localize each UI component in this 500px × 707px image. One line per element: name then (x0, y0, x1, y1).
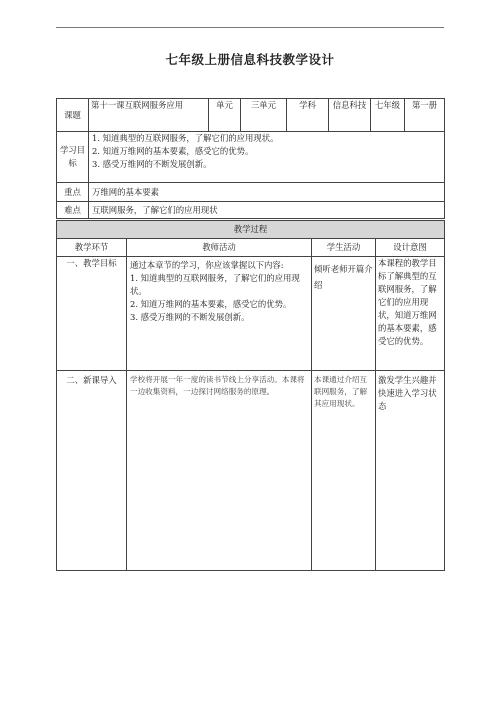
lesson-info-table (56, 98, 445, 219)
objective-item: 2. 知道万维网的基本要素，感受它的优势。 (92, 146, 254, 156)
column-header: 学生活动 (312, 239, 376, 257)
table-row (57, 371, 445, 571)
topic-label: 课题 (57, 99, 89, 132)
top-rule (56, 27, 444, 28)
unit-value: 三单元 (241, 99, 287, 132)
design-intent-cell: 本课程的教学目标了解典型的互联网服务，了解它们的应用现状，知道万维网的基本要素，感受它的优势。 (376, 257, 445, 371)
column-header: 设计意图 (376, 239, 445, 257)
stage-cell: 二、新课导入 (57, 371, 127, 571)
page-title: 七年级上册信息科技教学设计 (165, 52, 335, 67)
column-header: 教学环节 (57, 239, 127, 257)
student-activity-cell: 倾听老师开篇介绍 (312, 257, 376, 371)
difficulty-value: 互联网服务，了解它们的应用现状 (89, 202, 445, 219)
stage-cell: 一、教学目标 (57, 257, 127, 371)
teacher-line: 通过本章节的学习，你应该掌握以下内容: (130, 260, 284, 270)
grade-value: 七年级 (371, 99, 405, 132)
volume-value: 第一册 (405, 99, 445, 132)
subject-label: 学科 (287, 99, 329, 132)
table-row (57, 257, 445, 371)
key-point-value: 万维网的基本要素 (89, 183, 445, 202)
process-header: 教学过程 (57, 221, 445, 239)
objectives-list (89, 132, 445, 183)
difficulty-label: 难点 (57, 202, 89, 219)
teaching-process-table (56, 220, 445, 571)
teacher-line: 2. 知道万维网的基本要素，感受它的优势。 (130, 299, 292, 309)
teacher-line: 1. 知道典型的互联网服务，了解它们的应用现状。 (130, 273, 300, 296)
objective-item: 3. 感受万维网的不断发展创新。 (92, 159, 212, 169)
teacher-activity-cell: 学校将开展一年一度的读书节线上分享活动。本课将一边收集资料，一边探讨网络服务的原理。 (127, 371, 312, 571)
student-activity-cell: 本课通过介绍互联网服务，了解其应用现状。 (312, 371, 376, 571)
column-header: 教师活动 (127, 239, 312, 257)
objectives-label: 学习目标 (57, 132, 89, 183)
teacher-line: 3. 感受万维网的不断发展创新。 (130, 312, 250, 322)
subject-value: 信息科技 (329, 99, 371, 132)
teacher-activity-cell (127, 257, 312, 371)
objective-item: 1. 知道典型的互联网服务，了解它们的应用现状。 (92, 133, 279, 143)
design-intent-cell: 激发学生兴趣并快速进入学习状态 (376, 371, 445, 571)
key-point-label: 重点 (57, 183, 89, 202)
unit-label: 单元 (209, 99, 241, 132)
topic-value: 第十一课互联网服务应用 (89, 99, 209, 132)
